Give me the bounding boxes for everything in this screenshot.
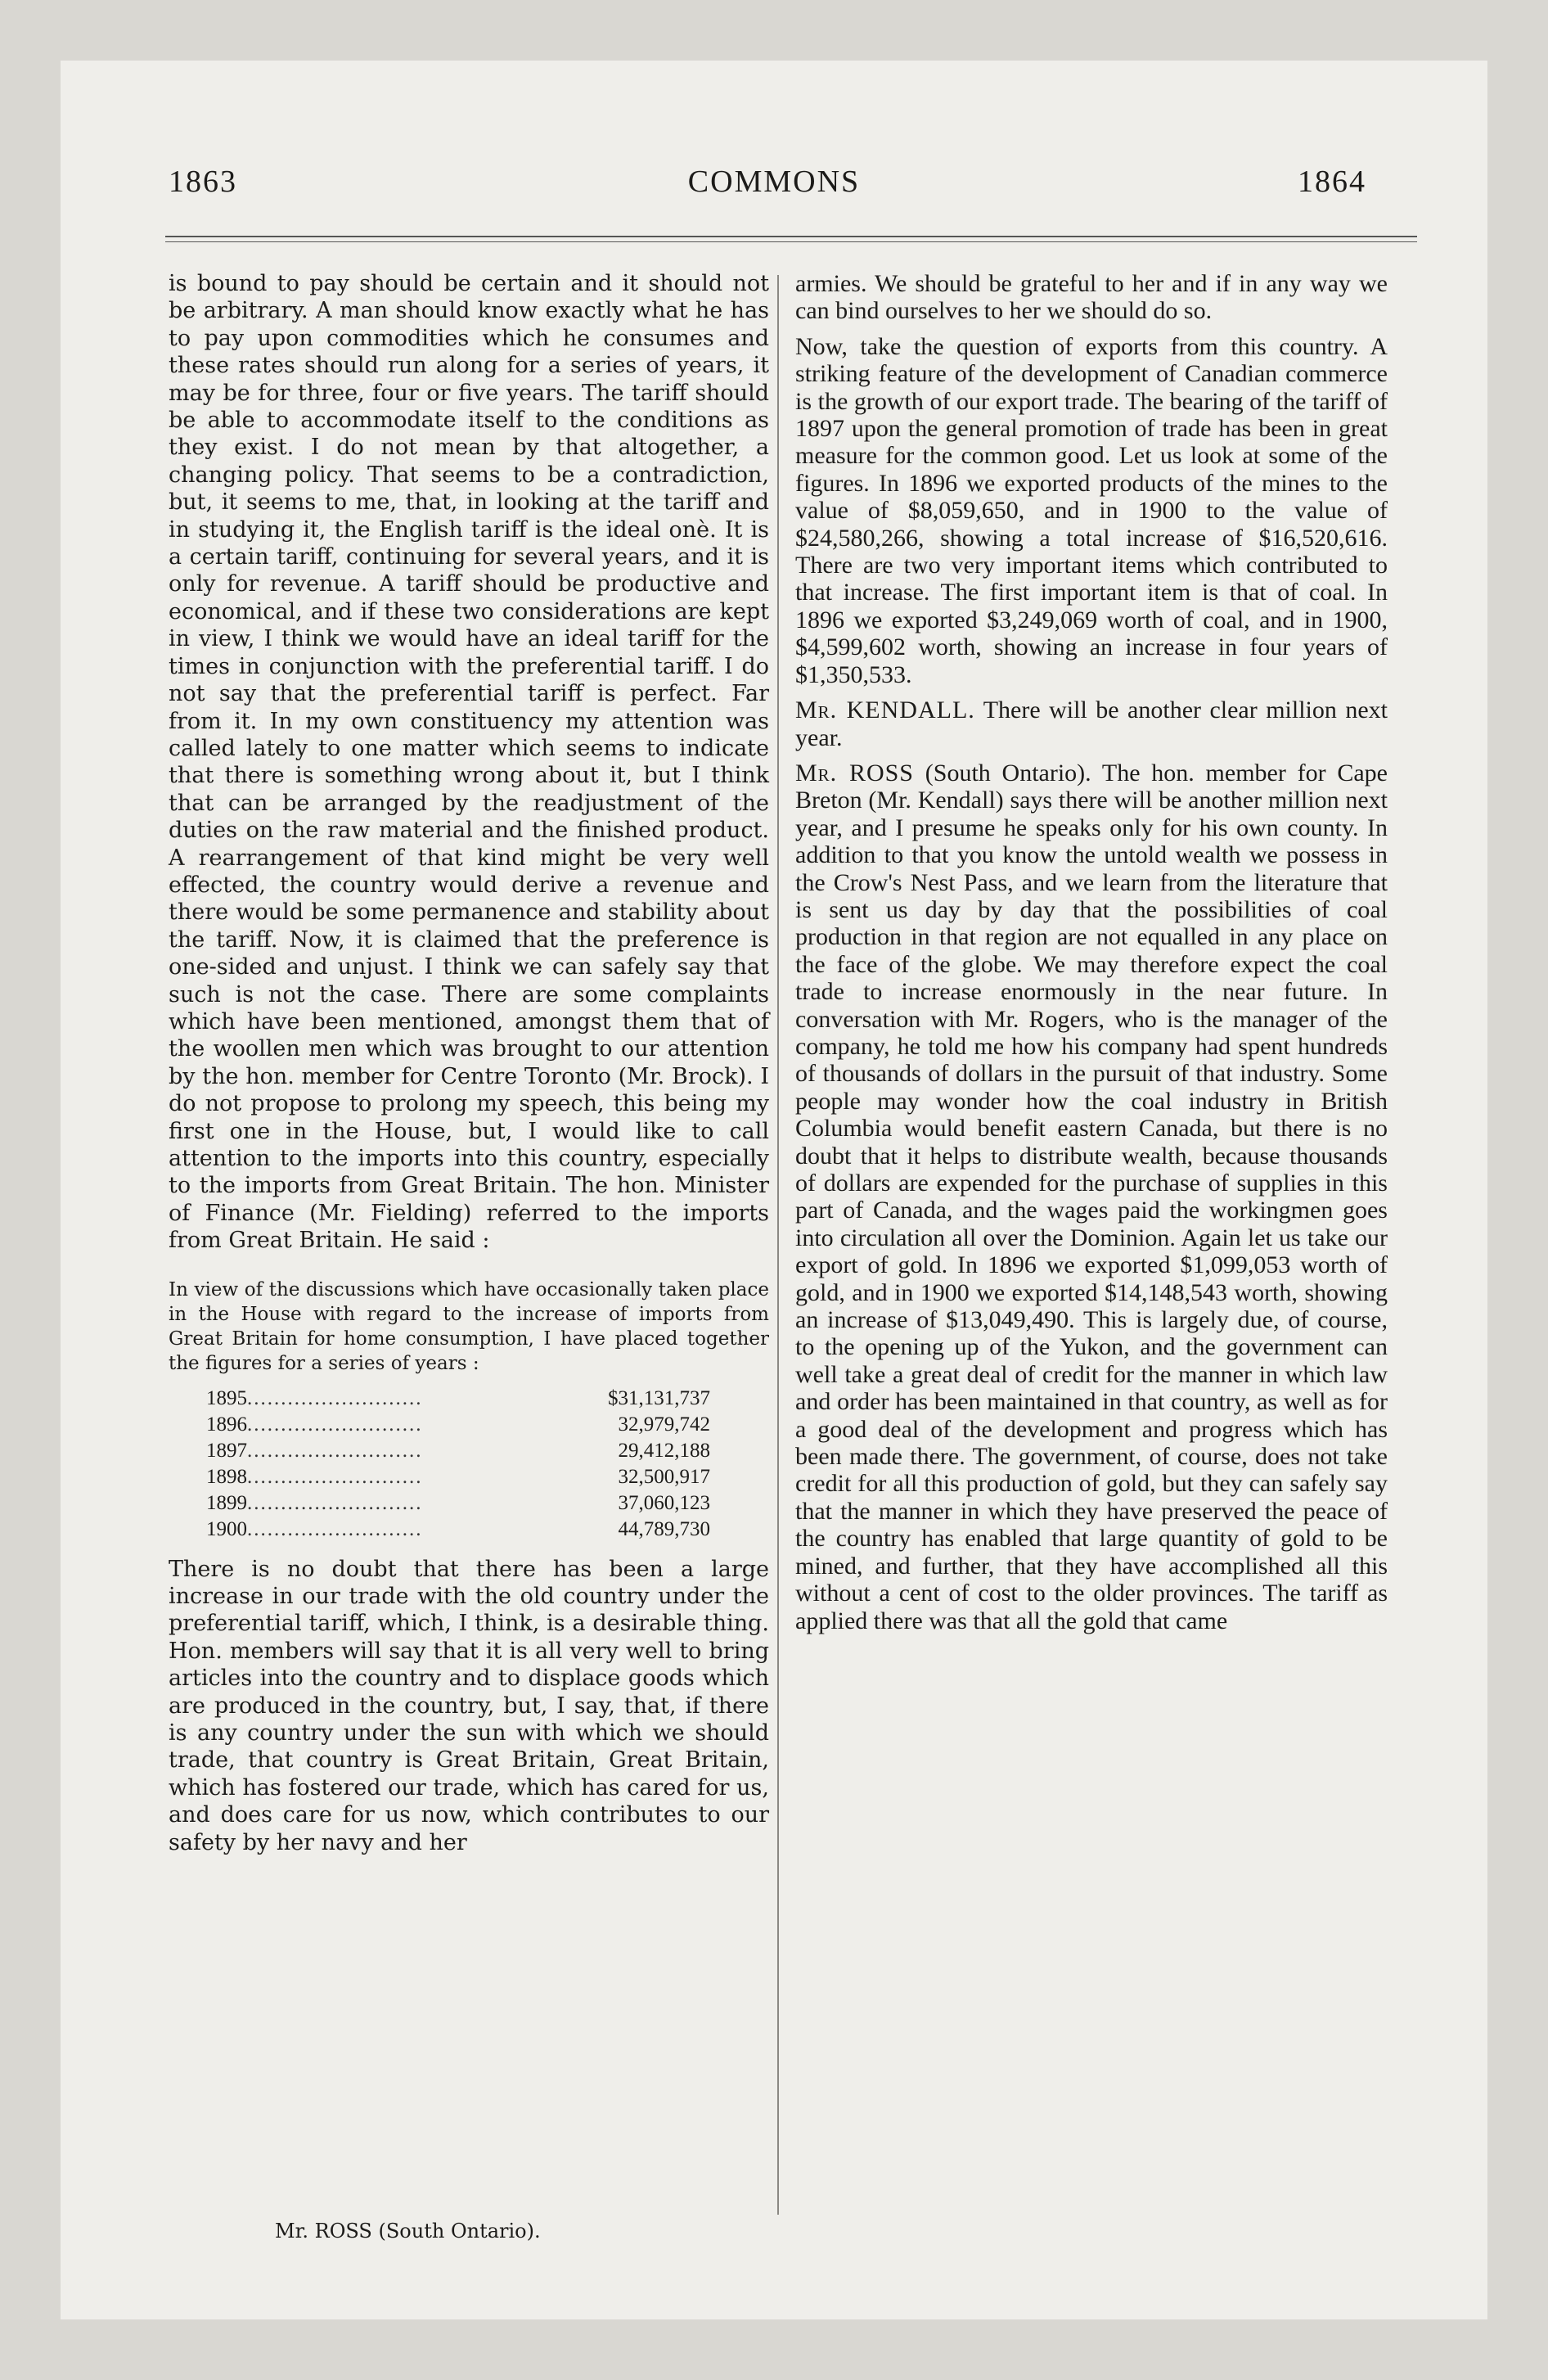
import-year: 1899	[206, 1491, 247, 1514]
import-year: 1900	[206, 1517, 247, 1540]
leader-dots: ..........................	[247, 1413, 423, 1436]
leader-dots: ..........................	[247, 1491, 423, 1514]
kendall-text: There will be another clear million next year.	[795, 696, 1388, 751]
import-year: 1896	[206, 1413, 247, 1436]
ross-riding: (South Ontario).	[914, 759, 1091, 787]
import-amount: 37,060,123	[618, 1491, 710, 1514]
header-rule-thin	[165, 241, 1417, 242]
header-rule	[165, 236, 1417, 237]
imports-row	[169, 1517, 769, 1543]
column-divider	[777, 275, 779, 2215]
leader-dots: ..........................	[247, 1517, 423, 1540]
block-quote: In view of the discussions which have occasionally taken place in the House with regard to the increase of imports from Great Britain for home consumption, I have placed together the figures for a series of years :	[169, 1278, 769, 1374]
import-amount: 32,979,742	[618, 1413, 710, 1436]
page-number-right: 1864	[1298, 165, 1366, 199]
import-amount: 29,412,188	[618, 1439, 710, 1462]
imports-row	[169, 1386, 769, 1412]
running-title: COMMONS	[687, 165, 861, 199]
leader-dots: ..........................	[247, 1439, 423, 1462]
import-amount: 44,789,730	[618, 1517, 710, 1540]
import-year: 1895	[206, 1386, 247, 1409]
import-year: 1897	[206, 1439, 247, 1462]
imports-row	[169, 1464, 769, 1490]
imports-row	[169, 1412, 769, 1438]
page	[61, 61, 1487, 2319]
left-paragraph-1: is bound to pay should be certain and it should not be arbitrary. A man should know exactly what he has to pay upon commodities which he consumes and these rates should run along for a series of years, it may be for three, four or five years. The tariff should be able to accommodate itself to the conditions as they exist. I do not mean by that altogether, a changing policy. That seems to be a contradiction, but, it seems to me, that, in looking at the tariff and in studying it, the English tariff is the ideal onè. It is a certain tariff, continuing for several years, and it is only for revenue. A tariff should be productive and economical, and if these two considerations are kept in view, I think we would have an ideal tariff for the times in conjunction with the preferential tariff. I do not say that the preferential tariff is perfect. Far from it. In my own constituency my attention was called lately to one matter which seems to indicate that there is something wrong about it, but I think that can be arranged by the readjustment of the duties on the raw material and the finished product. A rearrangement of that kind might be very well effected, the country would derive a revenue and there would be some permanence and stability about the tariff. Now, it is claimed that the preference is one-sided and unjust. I think we can safely say that such is not the case. There are some complaints which have been mentioned, amongst them that of the woollen men which was brought to our attention by the hon. member for Centre Toronto (Mr. Brock). I do not propose to prolong my speech, this being my first one in the House, but, I would like to call attention to the imports into this country, especially to the imports from Great Britain. The hon. Minister of Finance (Mr. Fielding) referred to the imports from Great Britain. He said :	[169, 271, 769, 1254]
kendall-remark	[795, 696, 1388, 751]
speaker-ross: Mr. ROSS	[795, 759, 914, 787]
page-number-left: 1863	[169, 165, 237, 199]
leader-dots: ..........................	[247, 1465, 423, 1488]
import-amount: $31,131,737	[608, 1386, 710, 1409]
right-column	[795, 270, 1388, 1634]
left-paragraph-2: There is no doubt that there has been a large increase in our trade with the old country under the preferential tariff, which, I think, is a desirable thing. Hon. members will say that it is all very well to bring articles into the country and to displace goods which are produced in the country, but, I say, that, if there is any country under the sun with which we should trade, that country is Great Britain, Great Britain, which has fostered our trade, which has cared for us, and does care for us now, which contributes to our safety by her navy and her	[169, 1556, 769, 1855]
import-amount: 32,500,917	[618, 1465, 710, 1488]
right-paragraph-2: Now, take the question of exports from this country. A striking feature of the development of Canadian commerce is the growth of our export trade. The bearing of the tariff of 1897 upon the general promotion of trade has been in great measure for the common good. Let us look at some of the figures. In 1896 we exported products of the mines to the value of $8,059,650, and in 1900 to the value of $24,580,266, showing a total increase of $16,520,616. There are two very important items which contributed to that increase. The first important item is that of coal. In 1896 we exported $3,249,069 worth of coal, and in 1900, $4,599,602 worth, showing an increase in four years of $1,350,533.	[795, 332, 1388, 688]
footer-speaker: Mr. ROSS (South Ontario).	[275, 2220, 541, 2243]
ross-remark	[795, 760, 1388, 1634]
imports-row	[169, 1490, 769, 1517]
right-paragraph-1: armies. We should be grateful to her and if in any way we can bind ourselves to her we should do so.	[795, 270, 1388, 325]
speaker-kendall: Mr. KENDALL.	[795, 696, 975, 724]
import-year: 1898	[206, 1465, 247, 1488]
left-column	[169, 270, 769, 1856]
imports-table	[169, 1386, 769, 1543]
leader-dots: ..........................	[247, 1386, 423, 1409]
page-header	[61, 164, 1487, 213]
imports-row	[169, 1438, 769, 1464]
ross-text: The hon. member for Cape Breton (Mr. Kendall) says there will be another million next year, and I presume he speaks only for his own county. In addition to that you know the untold wealth we possess in the Crow's Nest Pass, and we learn from the literature that is sent us day by day that the possibilities of coal production in that region are not equalled in any place on the face of the globe. We may therefore expect the coal trade to increase enormously in the near future. In conversation with Mr. Rogers, who is the manager of the company, he told me how his company had spent hundreds of thousands of dollars in the pursuit of that industry. Some people may wonder how the coal industry in British Columbia would benefit eastern Canada, but there is no doubt that it helps to distribute wealth, because thousands of dollars are expended for the purchase of supplies in this part of Canada, and the wages paid the workingmen goes into circulation all over the Dominion. Again let us take our export of gold. In 1896 we exported $1,099,053 worth of gold, and in 1900 we exported $14,148,543 worth, showing an increase of $13,049,490. This is largely due, of course, to the opening up of the Yukon, and the government can well take a great deal of credit for the manner in which law and order has been maintained in that country, as well as for a good deal of the development and progress which has been made there. The government, of course, does not take credit for all this production of gold, but they can safely say that the manner in which they have preserved the peace of the country has enabled that large quantity of gold to be mined, and further, that they have accomplished all this without a cent of cost to the older provinces. The tariff as applied there was that all the gold that came	[795, 759, 1388, 1634]
